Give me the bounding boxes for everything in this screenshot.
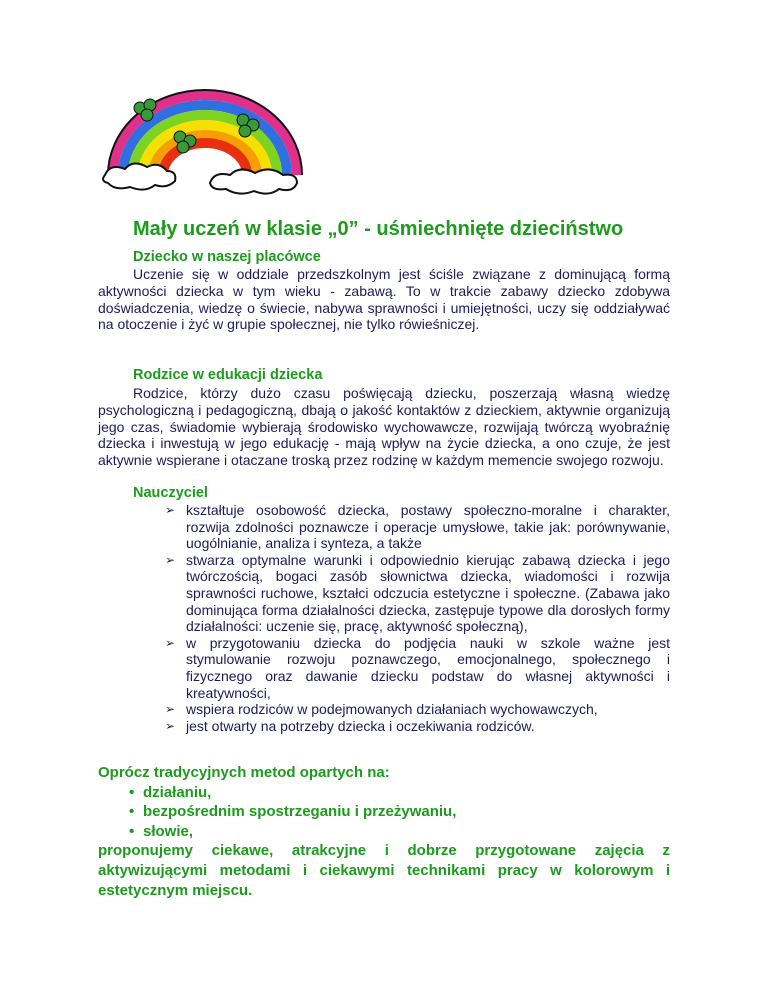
dot-bullet-icon: • [129,783,135,801]
closing-intro: Oprócz tradycyjnych metod opartych na: [98,764,390,781]
list-item: ➢ wspiera rodziców w podejmowanych działaniach wychowawczych, [165,701,598,718]
arrow-bullet-icon: ➢ [165,718,176,733]
arrow-bullet-icon: ➢ [165,702,176,717]
section-heading: Rodzice w edukacji dziecka [133,367,323,383]
list-item: ➢ stwarza optymalne warunki i odpowiednio kierując zabawą dziecka i jego twórczością, bogaci zasób słownictwa dziecka, wiadomości i rozwija sprawności ruchowe, kształci odczucia estetyczne i społeczne. (Zabawa jako dominująca forma działalności dziecka, zastępuje typowe dla dorosłych formy działalności: uczenie się, pracę, aktywność społeczną), [165,551,670,635]
page-title: Mały uczeń w klasie „0” - uśmiechnięte dzieciństwo [133,218,624,240]
closing-section [98,763,670,900]
teacher-list [165,502,670,734]
methods-list [98,783,670,842]
section-heading: Dziecko w naszej placówce [133,249,321,265]
list-item: ➢ kształtuje osobowość dziecka, postawy społeczno-moralne i charakter, rozwija zdolności poznawcze i operacje umysłowe, takie jak: porównywanie, uogólnianie, analiza i synteza, a także [165,502,670,552]
closing-text: proponujemy ciekawe, atrakcyjne i dobrze przygotowane zajęcia z aktywizującymi metodami i ciekawymi technikami pracy w kolorowym i estetycznym miejscu. [98,842,670,899]
dot-bullet-icon: • [129,822,135,840]
list-item: • działaniu, [129,783,212,801]
section-paragraph: Rodzice, którzy dużo czasu poświęcają dziecku, poszerzają własną wiedzę psychologiczną i pedagogiczną, dbają o jakość kontaktów z dzieckiem, aktywnie organizują jego czas, świadomie wybierają środowisko wychowawcze, rozwijają twórczą wyobraźnię dziecka i inwestują w jego edukację - mają wpływ na życie dziecka, a ono czuje, że jest aktywnie wspierane i otaczane troską przez rodzinę w każdym memencie swojego rozwoju. [98,385,670,469]
arrow-bullet-icon: ➢ [165,635,176,650]
list-item: ➢ w przygotowaniu dziecka do podjęcia nauki w szkole ważne jest stymulowanie rozwoju poznawczego, emocjonalnego, społecznego i fizycznego oraz dawanie dziecku podstaw do własnej aktywności i kreatywności, [165,634,670,701]
arrow-bullet-icon: ➢ [165,552,176,567]
list-item: ➢ jest otwarty na potrzeby dziecka i oczekiwania rodziców. [165,717,535,734]
section-paragraph: Uczenie się w oddziale przedszkolnym jest ściśle związane z dominującą formą aktywności dziecka w tym wieku - zabawą. To w trakcie zabawy dziecko zdobywa doświadczenia, wiedzę o świecie, nabywa sprawności i umiejętności, uczy się oddziaływać na otoczenie i żyć w grupie społecznej, nie tylko rówieśniczej. [98,266,670,333]
list-item: • bezpośrednim spostrzeganiu i przeżywaniu, [129,803,457,821]
section-heading: Nauczyciel [133,485,208,501]
list-item: • słowie, [129,822,194,840]
dot-bullet-icon: • [129,803,135,821]
rainbow-clipart [95,75,315,215]
arrow-bullet-icon: ➢ [165,503,176,517]
